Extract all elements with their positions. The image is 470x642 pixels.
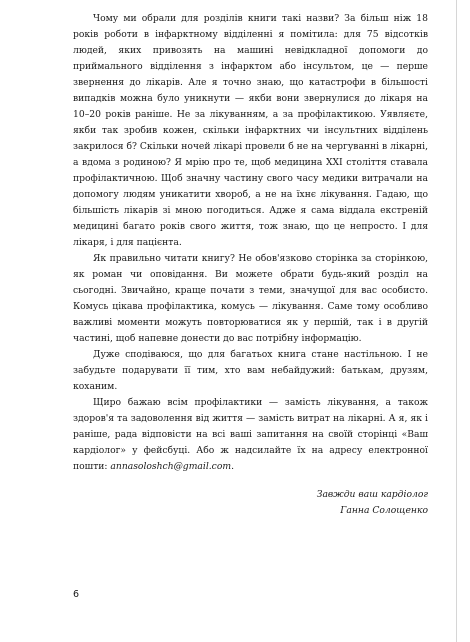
- email-address: annasoloshch@gmail.com: [110, 461, 232, 472]
- paragraph-1: Чому ми обрали для розділів книги такі назви? За більш ніж 18 років роботи в інфарктному відділенні я помітила: для 75 відсотків людей, яких привозять на машині невідкладної допомоги до приймального відділення з інфарктом або інсультом, це — перше звернення до лікарів. Але я точно знаю, що катастрофи в більшості випадків можна було уникнути — якби вони звернулися до лікаря на 10–20 років раніше. Не за лікуванням, а за профілактикою. Уявляєте, якби так зробив кожен, скільки інфарктних чи інсультних відділень закрилося б? Скільки ночей лікарі провели б не на чергуванні в лікарні, а вдома з родиною? Я мрію про те, щоб медицина XXI століття ставала профілактичною. Щоб значну частину свого часу медики витрачали на допомогу людям уникатити хвороб, а не на їхнє лікування. Гадаю, що більшість лікарів зі мною погодиться. Адже я сама віддала екстреній медицині багато років свого життя, тож знаю, що це непросто. І для лікаря, і для пацієнта.: [73, 13, 428, 248]
- signature-author: Ганна Солощенко: [340, 505, 428, 516]
- paragraph-2: Як правильно читати книгу? Не обов'язково сторінка за сторінкою, як роман чи оповідання. Ви можете обрати будь-який розділ на сьогодні. Звичайно, краще почати з теми, значущої для вас особисто. Комусь цікава профілактика, комусь — лікування. Саме тому особливо важливі моменти можуть повторюватися як у першій, так і в другій частині, щоб напевне донести до вас потрібну інформацію.: [73, 253, 428, 344]
- paragraph-3: Дуже сподіваюся, що для багатьох книга стане настільною. І не забудьте подарувати її тим, хто вам небайдужий: батькам, друзям, коханим.: [73, 349, 428, 392]
- paragraph-4: [73, 395, 428, 475]
- text-column: [73, 11, 428, 475]
- page-number: 6: [73, 589, 80, 600]
- signature-block: [73, 487, 428, 519]
- paragraph-4-text: Щиро бажаю всім профілактики — замість лікування, а також здоров'я та задоволення від життя — замість витрат на лікарні. А я, як і раніше, рада відповісти на всі ваші запитання на своїй сторінці «Ваш кардіолог» у фейсбуці. Або ж надсилайте їх на адресу електронної пошти:: [73, 397, 428, 472]
- page-edge-line: [456, 0, 457, 642]
- paragraph-4-suffix: .: [231, 461, 234, 472]
- signature-line-1: Завжди ваш кардіолог: [316, 489, 428, 500]
